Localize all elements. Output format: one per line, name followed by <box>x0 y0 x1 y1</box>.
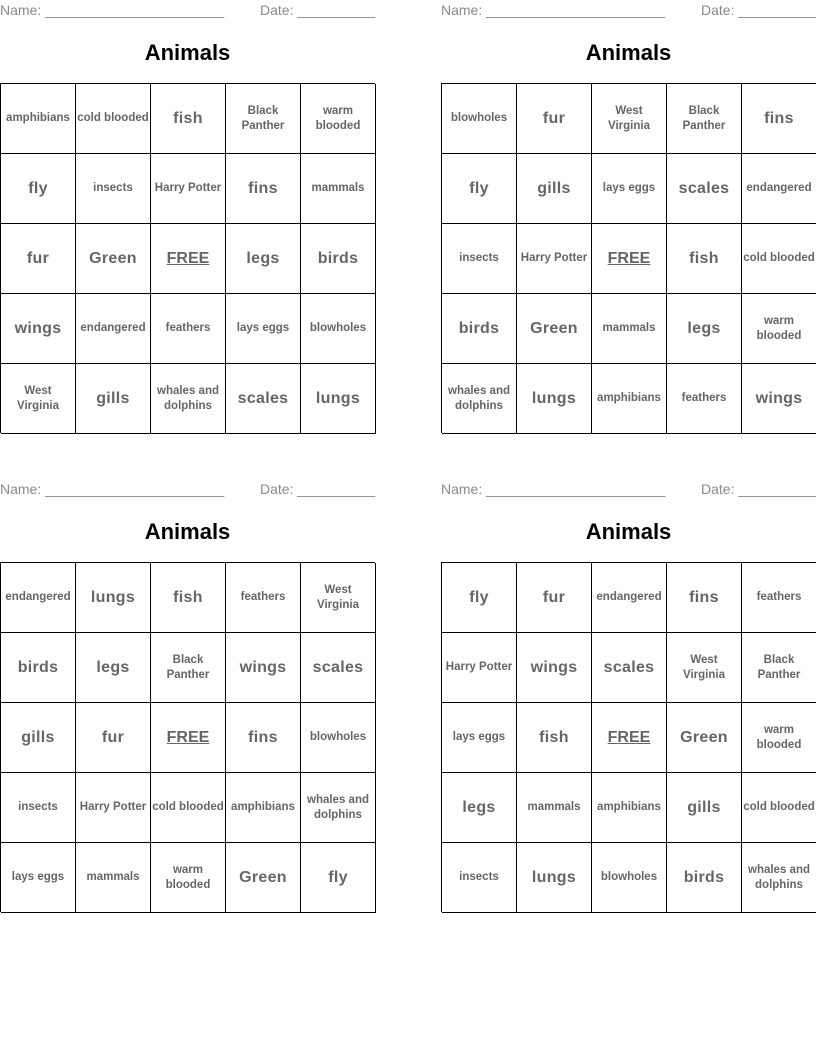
bingo-cell: gills <box>667 773 742 843</box>
free-space-cell: FREE <box>592 224 667 294</box>
bingo-cell: Green <box>226 843 301 913</box>
bingo-cell: cold blooded <box>151 773 226 843</box>
bingo-cell: insects <box>76 154 151 224</box>
bingo-cell: cold blooded <box>76 84 151 154</box>
bingo-cell: feathers <box>742 563 816 633</box>
bingo-cell: mammals <box>517 773 592 843</box>
bingo-cell: insects <box>442 224 517 294</box>
bingo-cell: scales <box>301 633 376 703</box>
free-space-cell: FREE <box>151 224 226 294</box>
name-field-label: Name: _______________________ <box>0 2 225 18</box>
bingo-cell: Black Panther <box>151 633 226 703</box>
bingo-cell: Harry Potter <box>442 633 517 703</box>
name-field-label: Name: _______________________ <box>441 2 666 18</box>
bingo-cell: fins <box>226 154 301 224</box>
bingo-cell: West Virginia <box>1 364 76 434</box>
bingo-cell: wings <box>517 633 592 703</box>
bingo-cell: fish <box>667 224 742 294</box>
bingo-cell: scales <box>667 154 742 224</box>
bingo-cell: Green <box>76 224 151 294</box>
bingo-cell: lungs <box>76 563 151 633</box>
bingo-cell: endangered <box>76 294 151 364</box>
bingo-cell: Harry Potter <box>151 154 226 224</box>
bingo-cell: amphibians <box>592 773 667 843</box>
bingo-grid <box>441 83 816 433</box>
bingo-cell: feathers <box>151 294 226 364</box>
bingo-cell: fish <box>517 703 592 773</box>
card-title: Animals <box>585 40 672 65</box>
date-field-label: Date: __________ <box>260 481 376 497</box>
bingo-cell: gills <box>1 703 76 773</box>
bingo-cell: amphibians <box>1 84 76 154</box>
bingo-cell: blowholes <box>301 703 376 773</box>
bingo-cell: lays eggs <box>1 843 76 913</box>
bingo-cell: cold blooded <box>742 224 816 294</box>
bingo-cell: amphibians <box>592 364 667 434</box>
bingo-cell: West Virginia <box>592 84 667 154</box>
bingo-cell: insects <box>1 773 76 843</box>
bingo-cell: mammals <box>76 843 151 913</box>
card-header <box>441 479 816 499</box>
bingo-cell: blowholes <box>301 294 376 364</box>
date-field-label: Date: __________ <box>701 2 816 18</box>
bingo-cell: lungs <box>517 843 592 913</box>
bingo-cell: blowholes <box>592 843 667 913</box>
bingo-cell: insects <box>442 843 517 913</box>
bingo-cell: cold blooded <box>742 773 816 843</box>
bingo-cell: birds <box>301 224 376 294</box>
bingo-cell: Black Panther <box>226 84 301 154</box>
free-space-cell: FREE <box>151 703 226 773</box>
bingo-cell: lays eggs <box>592 154 667 224</box>
bingo-cell: Green <box>517 294 592 364</box>
bingo-cell: whales and dolphins <box>742 843 816 913</box>
bingo-cell: scales <box>592 633 667 703</box>
bingo-cell: endangered <box>1 563 76 633</box>
bingo-cell: whales and dolphins <box>442 364 517 434</box>
bingo-cell: lungs <box>517 364 592 434</box>
bingo-cell: endangered <box>742 154 816 224</box>
bingo-cell: legs <box>76 633 151 703</box>
bingo-cell: Black Panther <box>667 84 742 154</box>
bingo-cell: mammals <box>301 154 376 224</box>
card-header <box>0 479 375 499</box>
bingo-cell: feathers <box>226 563 301 633</box>
bingo-cell: Harry Potter <box>517 224 592 294</box>
bingo-cell: fish <box>151 84 226 154</box>
bingo-cell: whales and dolphins <box>301 773 376 843</box>
bingo-cell: fly <box>442 563 517 633</box>
bingo-cell: lungs <box>301 364 376 434</box>
bingo-cell: scales <box>226 364 301 434</box>
card-title: Animals <box>144 519 231 544</box>
bingo-cell: fly <box>1 154 76 224</box>
bingo-cell: fins <box>742 84 816 154</box>
bingo-cell: fur <box>76 703 151 773</box>
bingo-cell: feathers <box>667 364 742 434</box>
bingo-cell: Harry Potter <box>76 773 151 843</box>
name-field-label: Name: _______________________ <box>441 481 666 497</box>
bingo-cell: legs <box>442 773 517 843</box>
bingo-grid <box>441 562 816 912</box>
bingo-cell: lays eggs <box>226 294 301 364</box>
bingo-cell: Black Panther <box>742 633 816 703</box>
card-title: Animals <box>585 519 672 544</box>
bingo-cell: legs <box>226 224 301 294</box>
bingo-cell: blowholes <box>442 84 517 154</box>
bingo-cell: fins <box>667 563 742 633</box>
bingo-cell: birds <box>442 294 517 364</box>
bingo-cell: endangered <box>592 563 667 633</box>
bingo-cell: wings <box>226 633 301 703</box>
date-field-label: Date: __________ <box>701 481 816 497</box>
card-header <box>441 0 816 20</box>
bingo-grid <box>0 83 375 433</box>
bingo-cell: fur <box>517 84 592 154</box>
name-field-label: Name: _______________________ <box>0 481 225 497</box>
bingo-cell: mammals <box>592 294 667 364</box>
bingo-cell: wings <box>1 294 76 364</box>
bingo-cell: legs <box>667 294 742 364</box>
bingo-cell: warm blooded <box>742 294 816 364</box>
bingo-grid <box>0 562 375 912</box>
bingo-cell: fly <box>442 154 517 224</box>
bingo-cell: gills <box>517 154 592 224</box>
bingo-cell: fins <box>226 703 301 773</box>
card-header <box>0 0 375 20</box>
bingo-cell: warm blooded <box>742 703 816 773</box>
bingo-cell: warm blooded <box>151 843 226 913</box>
bingo-cell: West Virginia <box>301 563 376 633</box>
bingo-cell: fur <box>517 563 592 633</box>
bingo-cell: gills <box>76 364 151 434</box>
bingo-cell: amphibians <box>226 773 301 843</box>
date-field-label: Date: __________ <box>260 2 376 18</box>
bingo-cell: fish <box>151 563 226 633</box>
bingo-cell: West Virginia <box>667 633 742 703</box>
bingo-cell: fur <box>1 224 76 294</box>
bingo-cell: birds <box>667 843 742 913</box>
bingo-cell: birds <box>1 633 76 703</box>
card-title: Animals <box>144 40 231 65</box>
bingo-cell: whales and dolphins <box>151 364 226 434</box>
bingo-cell: warm blooded <box>301 84 376 154</box>
bingo-cell: lays eggs <box>442 703 517 773</box>
free-space-cell: FREE <box>592 703 667 773</box>
bingo-cell: fly <box>301 843 376 913</box>
bingo-cell: Green <box>667 703 742 773</box>
bingo-cell: wings <box>742 364 816 434</box>
